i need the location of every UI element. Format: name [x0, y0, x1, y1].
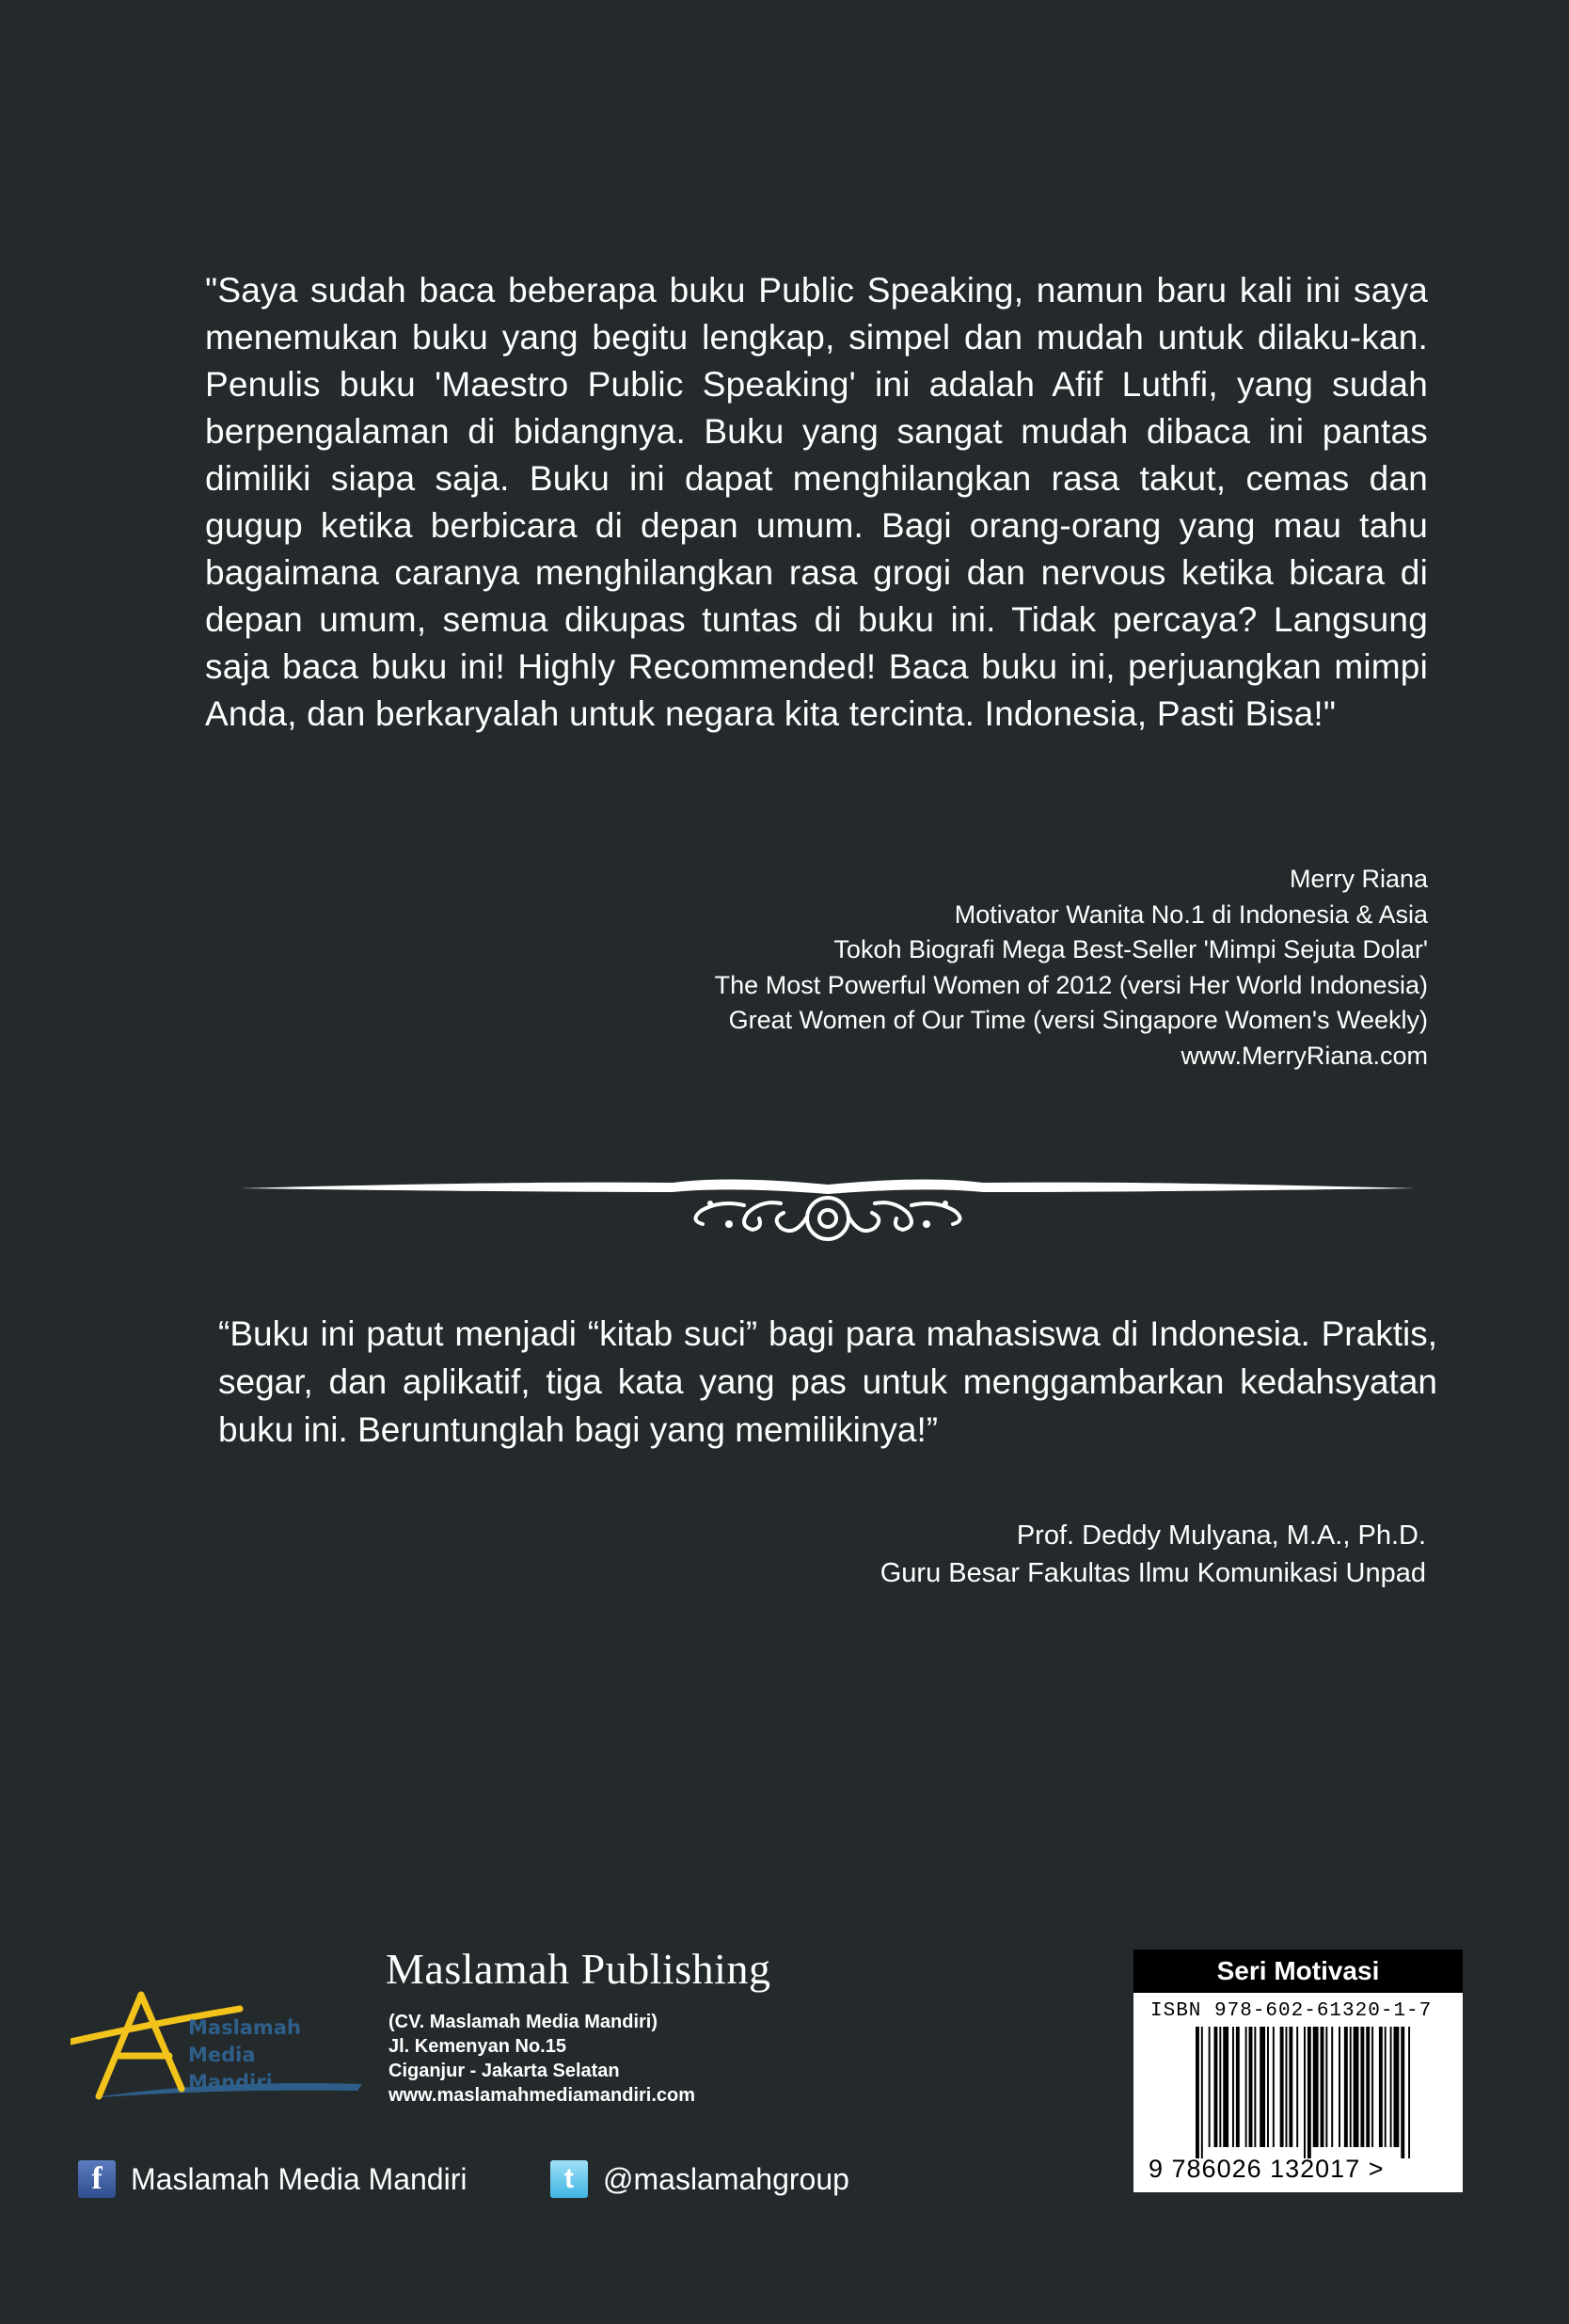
- barcode-bar: [1385, 2027, 1387, 2147]
- testimonial-1-website: www.MerryRiana.com: [1181, 1041, 1428, 1070]
- barcode-bar: [1245, 2027, 1247, 2147]
- publisher-website: www.maslamahmediamandiri.com: [388, 2085, 696, 2106]
- barcode-bar: [1401, 2027, 1404, 2158]
- barcode-bar: [1223, 2027, 1228, 2147]
- twitter-icon: t: [550, 2160, 588, 2198]
- testimonial-1-credential: Tokoh Biografi Mega Best-Seller 'Mimpi Sejuta Dolar': [833, 935, 1428, 963]
- testimonial-1-credential: The Most Powerful Women of 2012 (versi Her World Indonesia): [714, 970, 1428, 999]
- testimonial-2-attribution: [880, 1517, 1426, 1592]
- testimonial-2-quote: “Buku ini patut menjadi “kitab suci” bagi para mahasiswa di Indonesia. Praktis, segar, dan aplikatif, tiga kata yang pas untuk menggambarkan kedahsyatan buku ini. Beruntunglah bagi yang memilikinya!”: [218, 1314, 1437, 1449]
- barcode-bar: [1339, 2027, 1340, 2147]
- logo-word: Mandiri: [188, 2071, 273, 2093]
- publisher-city: Ciganjur - Jakarta Selatan: [388, 2061, 620, 2081]
- barcode-bar: [1236, 2027, 1240, 2147]
- barcode-bar: [1209, 2027, 1211, 2147]
- barcode-bar: [1254, 2027, 1256, 2147]
- barcode-bar: [1331, 2027, 1333, 2147]
- barcode-bar: [1394, 2027, 1400, 2147]
- barcode-bar: [1296, 2027, 1298, 2147]
- publisher-logo: [71, 1966, 372, 2108]
- barcode-bar: [1350, 2027, 1352, 2147]
- barcode-bar: [1280, 2027, 1284, 2147]
- testimonial-1-quote: "Saya sudah baca beberapa buku Public Speaking, namun baru kali ini saya menemukan buku yang begitu lengkap, simpel dan mudah untuk dilaku-kan. Penulis buku 'Maestro Public Speaking' ini adalah Afif Luthfi, yang sudah berpengalaman di bidangnya. Buku yang sangat mudah dibaca ini pantas dimiliki siapa saja. Buku ini dapat menghilangkan rasa takut, cemas dan gugup ketika berbicara di depan umum. Bagi orang-orang yang mau tahu bagaimana caranya menghilangkan rasa grogi dan nervous ketika bicara di depan umum, semua dikupas tuntas di buku ini. Tidak percaya? Langsung saja baca buku ini! Highly Recommended! Baca buku ini, perjuangkan mimpi Anda, dan berkaryalah untuk negara kita tercinta. Indonesia, Pasti Bisa!": [205, 271, 1428, 733]
- series-label: Seri Motivasi: [1133, 1950, 1463, 1993]
- barcode: [1196, 2027, 1412, 2158]
- testimonial-1-credential: Great Women of Our Time (versi Singapore Women's Weekly): [728, 1006, 1428, 1034]
- publisher-name: Maslamah Publishing: [386, 1945, 771, 1993]
- barcode-bar: [1289, 2027, 1292, 2147]
- logo-word: Media: [188, 2044, 256, 2066]
- barcode-bar: [1325, 2027, 1327, 2147]
- logo-word: Maslamah: [188, 2016, 301, 2039]
- testimonial-2-title: Guru Besar Fakultas Ilmu Komunikasi Unpad: [880, 1558, 1426, 1588]
- barcode-bar: [1232, 2027, 1234, 2147]
- barcode-bar: [1196, 2027, 1199, 2158]
- barcode-bar: [1308, 2027, 1311, 2158]
- facebook-contact: [78, 2158, 467, 2200]
- testimonial-1-credential: Motivator Wanita No.1 di Indonesia & Asia: [954, 899, 1428, 929]
- isbn-barcode-box: [1133, 1950, 1463, 2192]
- barcode-bar: [1313, 2027, 1319, 2147]
- publisher-address: [388, 2010, 695, 2108]
- facebook-handle: Maslamah Media Mandiri: [131, 2161, 468, 2196]
- barcode-bar: [1219, 2027, 1221, 2147]
- barcode-bar: [1379, 2027, 1383, 2147]
- barcode-bar: [1366, 2027, 1370, 2147]
- barcode-bar: [1321, 2027, 1324, 2147]
- barcode-bar: [1249, 2027, 1253, 2147]
- twitter-handle: @maslamahgroup: [603, 2161, 849, 2196]
- ornamental-divider: [240, 1171, 1416, 1256]
- barcode-bar: [1354, 2027, 1359, 2147]
- barcode-bar: [1286, 2027, 1288, 2147]
- testimonial-1-attribution: [715, 862, 1428, 1074]
- testimonial-2-name: Prof. Deddy Mulyana, M.A., Ph.D.: [1016, 1520, 1426, 1551]
- barcode-bar: [1273, 2027, 1275, 2147]
- publisher-company: (CV. Maslamah Media Mandiri): [388, 2012, 658, 2032]
- barcode-bar: [1371, 2027, 1373, 2147]
- barcode-bar: [1260, 2027, 1265, 2147]
- barcode-bar: [1267, 2027, 1269, 2147]
- testimonial-1-name: Merry Riana: [1289, 865, 1428, 893]
- barcode-bar: [1408, 2027, 1410, 2158]
- publisher-street: Jl. Kemenyan No.15: [388, 2036, 566, 2057]
- barcode-bar: [1360, 2027, 1364, 2147]
- isbn-digits: 9 786026 132017 >: [1149, 2155, 1385, 2183]
- isbn-number: ISBN 978-602-61320-1-7: [1150, 2000, 1433, 2022]
- barcode-bar: [1201, 2027, 1203, 2158]
- twitter-contact: [550, 2158, 849, 2200]
- barcode-bar: [1344, 2027, 1348, 2147]
- barcode-bar: [1304, 2027, 1306, 2158]
- barcode-bar: [1213, 2027, 1217, 2147]
- facebook-icon: f: [78, 2160, 116, 2198]
- barcode-bar: [1390, 2027, 1392, 2147]
